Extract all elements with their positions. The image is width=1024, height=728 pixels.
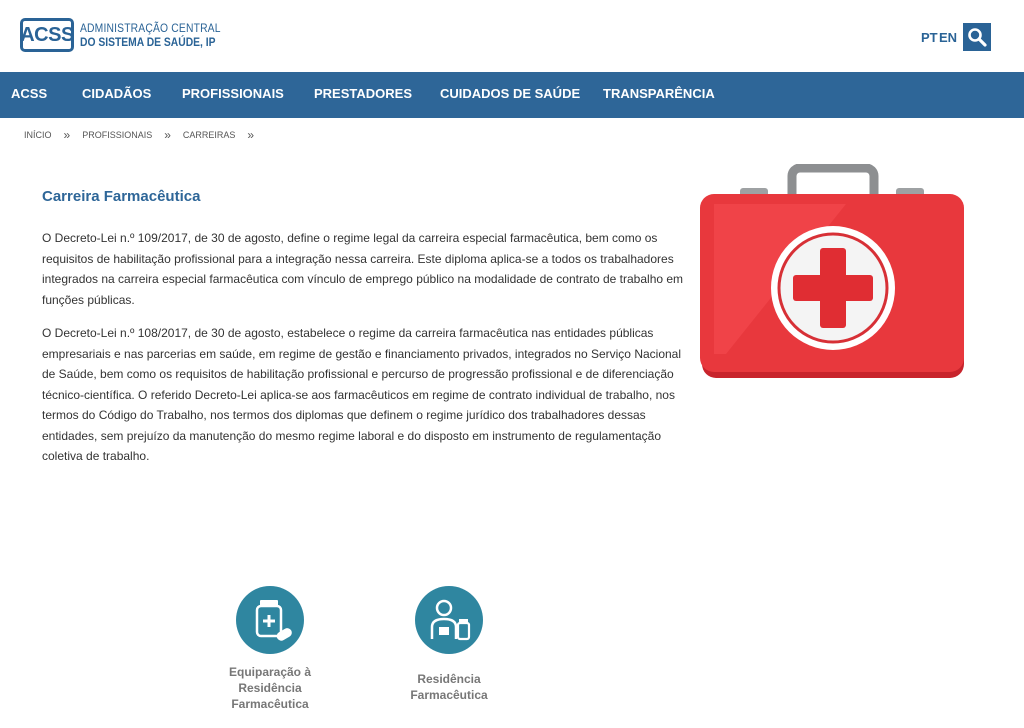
lang-pt-link[interactable]: PT: [921, 30, 938, 45]
breadcrumb-profissionais[interactable]: PROFISSIONAIS: [82, 130, 153, 140]
logo-mark: ACSS: [20, 18, 74, 52]
lang-en-link[interactable]: EN: [939, 30, 958, 45]
tile-label-line-2: Residência Farmacêutica: [231, 681, 309, 711]
breadcrumb-separator: »: [247, 127, 255, 142]
breadcrumb-separator: »: [63, 127, 71, 142]
nav-item-profissionais[interactable]: PROFISSIONAIS: [182, 86, 284, 101]
breadcrumb: [24, 127, 266, 142]
nav-item-transparencia[interactable]: TRANSPARÊNCIA: [603, 86, 715, 101]
main-nav: [0, 72, 1024, 118]
logo-line-1: ADMINISTRAÇÃO CENTRAL: [80, 21, 221, 35]
tile-icon-circle: [236, 586, 304, 654]
content-paragraph: O Decreto-Lei n.º 108/2017, de 30 de agosto, estabelece o regime da carreira farmacêutica nas entidades públicas empresariais e nas parcerias em saúde, em regime de gestão e financiamento privados, integrados no Serviço Nacional de Saúde, bem como os requisitos de habilitação profissional e percurso de progressão profissional e de diferenciação técnico-científica. O referido Decreto-Lei aplica-se aos farmacêuticos em regime de contrato individual de trabalho, nos termos do Código do Trabalho, nos termos dos diplomas que definem o regime jurídico dos trabalhadores dessas entidades, sem prejuízo da manutenção do mesmo regime laboral e do disposto em instrumento de regulamentação coletiva de trabalho.: [42, 326, 682, 463]
logo-line-2: DO SISTEMA DE SAÚDE, IP: [80, 35, 216, 49]
breadcrumb-carreiras[interactable]: CARREIRAS: [182, 130, 236, 140]
tile-label: Residência Farmacêutica: [410, 672, 488, 702]
nav-item-prestadores[interactable]: PRESTADORES: [314, 86, 412, 101]
tile-residencia[interactable]: [378, 586, 520, 703]
medicine-bottle-icon: [246, 596, 294, 644]
content-paragraph: O Decreto-Lei n.º 109/2017, de 30 de agosto, define o regime legal da carreira especial farmacêutica, bem como os requisitos de habilitação profissional para a integração nessa carreira. Este diploma aplica-se a todos os trabalhadores integrados na carreira especial farmacêutica com vínculo de emprego público na modalidade de contrato de trabalho em funções públicas.: [42, 231, 684, 307]
pharmacist-icon: [424, 595, 474, 645]
breadcrumb-inicio[interactable]: INÍCIO: [24, 130, 52, 140]
nav-item-acss[interactable]: ACSS: [11, 86, 48, 101]
search-icon: [967, 27, 987, 47]
search-button[interactable]: [963, 23, 991, 51]
tile-equiparacao[interactable]: [200, 586, 340, 712]
first-aid-kit-icon: [696, 164, 970, 382]
nav-item-cuidados-de-saude[interactable]: CUIDADOS DE SAÚDE: [440, 86, 581, 101]
site-header: [0, 0, 1024, 72]
tile-label-line-1: Equiparação à: [228, 665, 312, 679]
tile-label: [200, 664, 340, 712]
nav-item-cidadaos[interactable]: CIDADÃOS: [82, 86, 152, 101]
breadcrumb-separator: »: [164, 127, 171, 142]
site-logo[interactable]: [20, 18, 244, 52]
page-title: Carreira Farmacêutica: [42, 188, 201, 205]
tile-icon-circle: [415, 586, 483, 654]
logo-text: [80, 21, 244, 49]
